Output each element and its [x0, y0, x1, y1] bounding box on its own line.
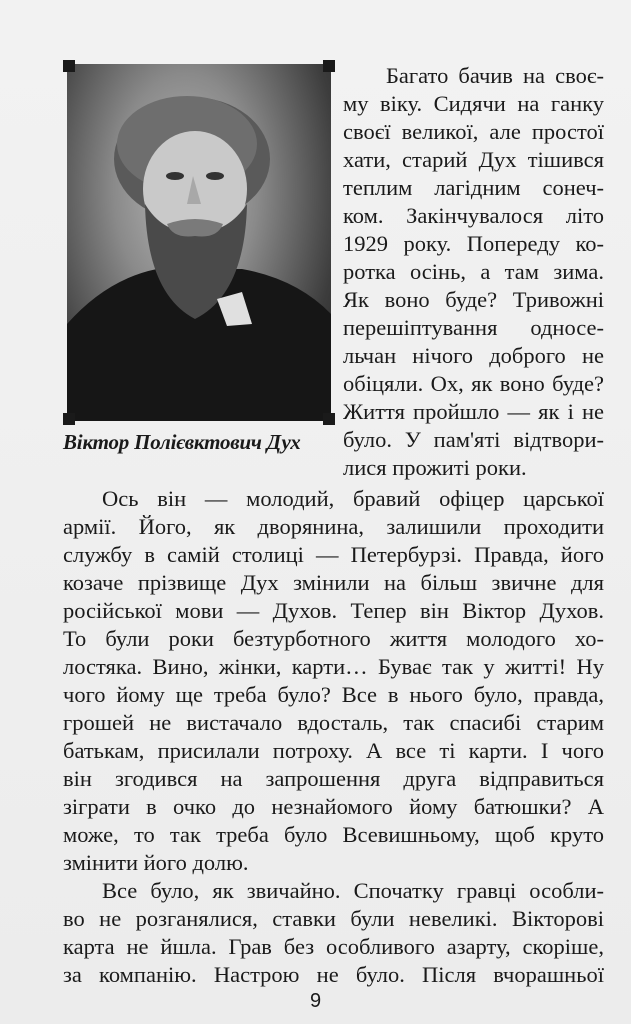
text-line: козаче прізвище Дух змінили на більш звичне для	[63, 570, 604, 595]
text-line: обіцяли. Ох, як воно буде?	[343, 371, 604, 396]
text-line: може, то так треба було Всевишньому, щоб круто	[63, 822, 604, 847]
text-line: Життя пройшло — як і не	[343, 399, 604, 424]
text-line: хати, старий Дух тішився	[343, 147, 604, 172]
text-line: чого йому ще треба було? Все в нього було, правда,	[63, 682, 604, 707]
text-line: льчан нічого доброго не	[343, 343, 604, 368]
text-line: лостяка. Вино, жінки, карти… Буває так у житті! Ну	[63, 654, 604, 679]
photo-caption: Віктор Полієвктович Дух	[63, 430, 301, 454]
text-line: карта не йшла. Грав без особливого азарту, скоріше,	[63, 934, 604, 959]
text-line: за компанію. Настрою не було. Після вчорашньої	[63, 962, 604, 987]
text-line: 1929 року. Попереду ко-	[343, 231, 604, 256]
text-line: російської мови — Духов. Тепер він Віктор Духов.	[63, 598, 604, 623]
text-line: Ось він — молодий, бравий офіцер царської	[102, 486, 604, 511]
text-line: змінити його долю.	[63, 850, 249, 875]
text-line: Як воно буде? Тривожні	[343, 287, 604, 312]
text-line: теплим лагідним сонеч-	[343, 175, 604, 200]
text-line: армії. Його, як дворянина, залишили проходити	[63, 514, 604, 539]
text-line: ком. Закінчувалося літо	[343, 203, 604, 228]
text-line: во не розганялися, ставки були невеликі. Вікторові	[63, 906, 604, 931]
text-line: ротка осінь, а там зима.	[343, 259, 604, 284]
text-line: му віку. Сидячи на ганку	[343, 91, 604, 116]
text-line: батькам, присилали потроху. А все ті карти. І чого	[63, 738, 604, 763]
page-number: 9	[309, 990, 322, 1012]
text-line: перешіптування односе-	[343, 315, 604, 340]
text-line: Багато бачив на своє-	[386, 63, 604, 88]
text-line: службу в самій столиці — Петербурзі. Правда, його	[63, 542, 604, 567]
text-line: зіграти в очко до незнайомого йому батюшки? А	[63, 794, 604, 819]
portrait-frame	[63, 60, 335, 425]
text-line: лися прожиті роки.	[343, 455, 527, 480]
text-line: своєї великої, але простої	[343, 119, 604, 144]
text-line: Все було, як звичайно. Спочатку гравці особли-	[102, 878, 604, 903]
portrait-photo	[67, 64, 331, 421]
text-line: було. У пам'яті відтвори-	[343, 427, 604, 452]
text-line: То були роки безтурботного життя молодого хо-	[63, 626, 604, 651]
text-line: він згодився на запрошення друга відправиться	[63, 766, 604, 791]
text-line: грошей не вистачало вдосталь, так спасибі старим	[63, 710, 604, 735]
